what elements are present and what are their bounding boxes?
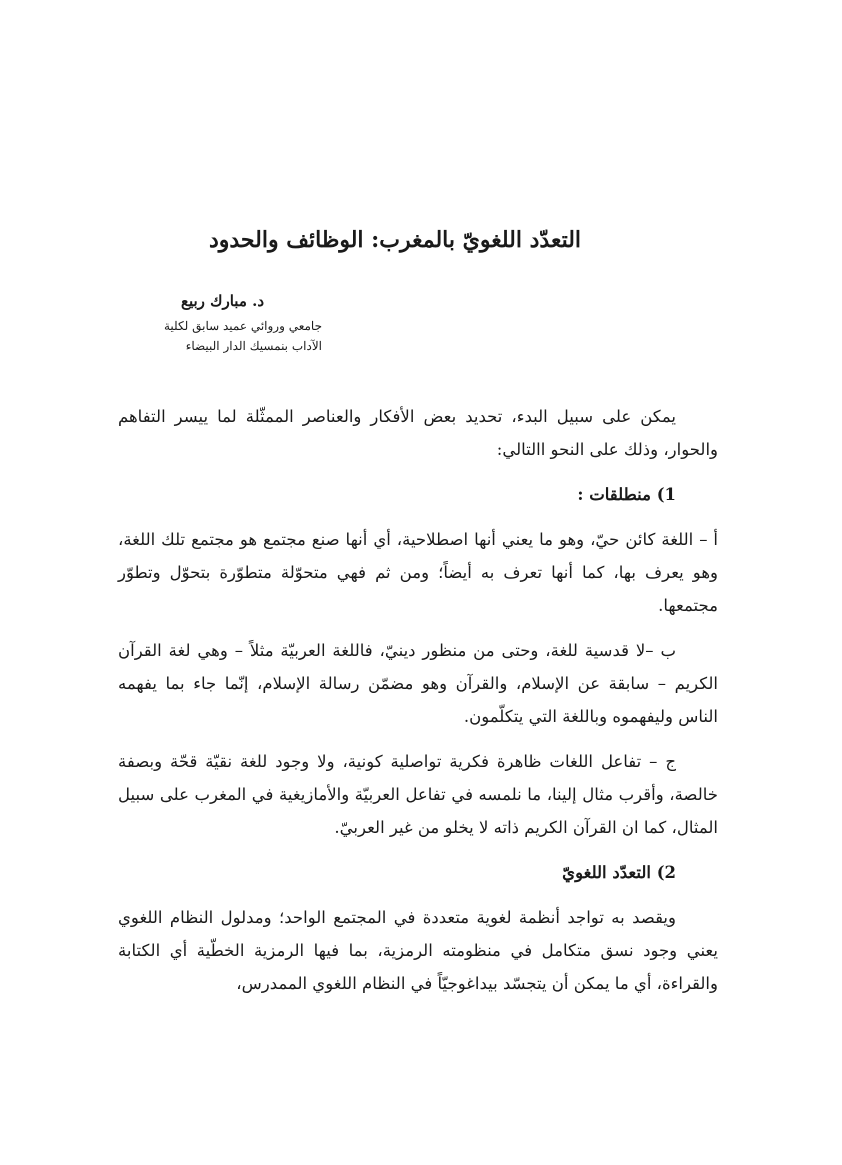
paragraph-b: ب –لا قدسية للغة، وحتى من منظور دينيّ، فاللغة العربيّة مثلاً – وهي لغة القرآن الكريم – سابقة عن الإسلام، والقرآن وهو مضمّن رسالة الإسلام، إنّما جاء بما يفهمه الناس وليفهموه وباللغة التي يتكلّمون. — [118, 641, 718, 726]
author-name: د. مبارك ربيع — [180, 292, 264, 310]
paragraph-d: ويقصد به تواجد أنظمة لغوية متعددة في المجتمع الواحد؛ ومدلول النظام اللغوي يعني وجود نسق متكامل في منظومته الرمزية، بما فيها الرمزية الخطّية أي الكتابة والقراءة، أي ما يمكن أن يتجسّد بيداغوجيّاً في النظام اللغوي الممدرس، — [118, 908, 718, 993]
article-body — [118, 400, 718, 1000]
section-2-number: 2) — [656, 863, 676, 882]
section-1-number: 1) — [656, 485, 676, 504]
paragraph-c: ج – تفاعل اللغات ظاهرة فكرية تواصلية كونية، ولا وجود للغة نقيّة قحّة وبصفة خالصة، وأقرب مثال إلينا، ما نلمسه في تفاعل العربيّة والأمازيغية في المغرب على سبيل المثال، كما ان القرآن الكريم ذاته لا يخلو من غير العربيّ. — [118, 752, 718, 837]
section-heading-2 — [118, 856, 718, 889]
section-2-title: التعدّد اللغويّ — [562, 863, 651, 882]
author-block — [102, 288, 322, 356]
article-title: التعدّد اللغويّ بالمغرب: الوظائف والحدود — [208, 227, 582, 253]
author-affiliation-line1: جامعي وروائي عميد سابق لكلية — [164, 319, 322, 333]
paragraph-a: أ – اللغة كائن حيّ، وهو ما يعني أنها اصطلاحية، أي أنها صنع مجتمع هو مجتمع تلك اللغة، وهو يعرف بها، كما أنها تعرف به أيضاً؛ ومن ثم فهي متحوّلة متطوّرة بتحوّل وتطوّر مجتمعها. — [118, 530, 718, 615]
intro-paragraph: يمكن على سبيل البدء، تحديد بعض الأفكار والعناصر الممثّلة لما ييسر التفاهم والحوار، وذلك على النحو االتالي: — [118, 407, 718, 459]
section-1-title: منطلقات : — [577, 485, 651, 504]
author-affiliation-line2: الآداب بنمسيك الدار البيضاء — [185, 339, 322, 353]
section-heading-1 — [118, 478, 718, 511]
